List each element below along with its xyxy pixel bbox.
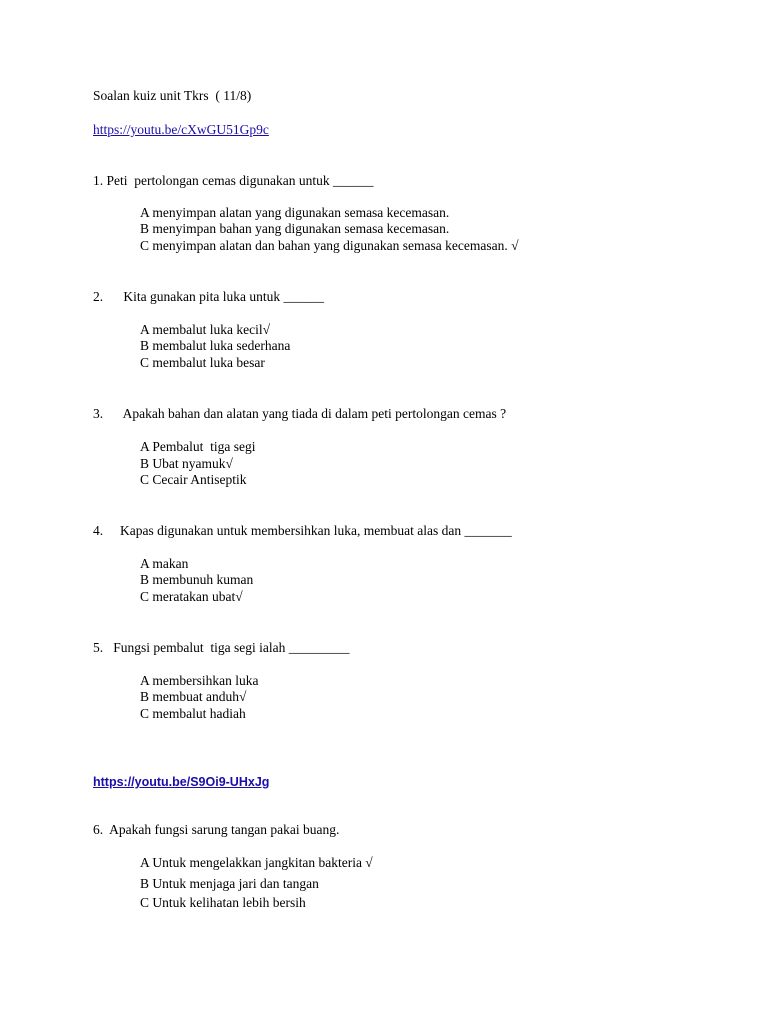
question-6-option-b: B Untuk menjaga jari dan tangan — [140, 876, 319, 891]
question-3-option-b: B Ubat nyamuk√ — [140, 456, 233, 471]
question-4-option-a: A makan — [140, 556, 189, 571]
question-5-option-c: C membalut hadiah — [140, 706, 246, 721]
question-6-option-c: C Untuk kelihatan lebih bersih — [140, 895, 306, 910]
question-3-option-a: A Pembalut tiga segi — [140, 439, 256, 454]
question-1-text: 1. Peti pertolongan cemas digunakan untuk ______ — [93, 173, 374, 188]
quiz-title: Soalan kuiz unit Tkrs ( 11/8) — [93, 88, 252, 103]
question-1-option-c: C menyimpan alatan dan bahan yang digunakan semasa kecemasan. √ — [140, 238, 519, 253]
question-5-text: 5. Fungsi pembalut tiga segi ialah _________ — [93, 640, 350, 655]
question-6-option-a: A Untuk mengelakkan jangkitan bakteria √ — [140, 855, 373, 870]
youtube-link-first[interactable]: https://youtu.be/cXwGU51Gp9c — [93, 122, 269, 137]
question-5-option-a: A membersihkan luka — [140, 673, 259, 688]
question-4-option-c: C meratakan ubat√ — [140, 589, 243, 604]
question-1-option-b: B menyimpan bahan yang digunakan semasa kecemasan. — [140, 221, 450, 236]
question-4-text: 4. Kapas digunakan untuk membersihkan luka, membuat alas dan _______ — [93, 523, 512, 538]
question-5-option-b: B membuat anduh√ — [140, 689, 247, 704]
question-1-option-a: A menyimpan alatan yang digunakan semasa kecemasan. — [140, 205, 450, 220]
question-2-option-b: B membalut luka sederhana — [140, 338, 291, 353]
youtube-link-second[interactable]: https://youtu.be/S9Oi9-UHxJg — [93, 775, 270, 789]
question-3-option-c: C Cecair Antiseptik — [140, 472, 247, 487]
question-3-text: 3. Apakah bahan dan alatan yang tiada di dalam peti pertolongan cemas ? — [93, 406, 507, 421]
question-2-option-c: C membalut luka besar — [140, 355, 265, 370]
question-2-option-a: A membalut luka kecil√ — [140, 322, 271, 337]
question-6-text: 6. Apakah fungsi sarung tangan pakai buang. — [93, 822, 340, 837]
question-4-option-b: B membunuh kuman — [140, 572, 254, 587]
question-2-text: 2. Kita gunakan pita luka untuk ______ — [93, 289, 324, 304]
